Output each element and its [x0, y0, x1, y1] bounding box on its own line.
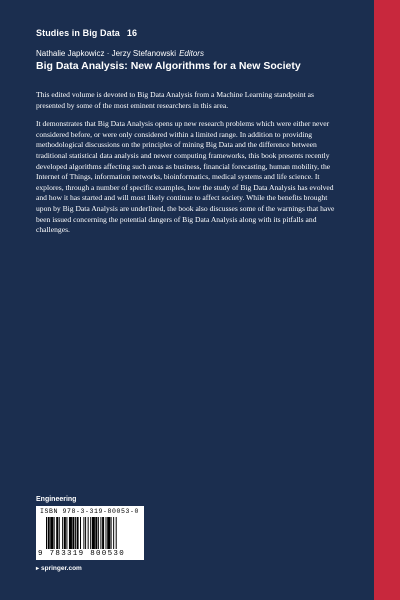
blurb-text [36, 90, 336, 244]
barcode-panel [36, 506, 144, 560]
book-title: Big Data Analysis: New Algorithms for a New Society [36, 60, 301, 72]
barcode-icon [46, 517, 140, 549]
publisher-website [36, 565, 82, 572]
series-volume: 16 [126, 28, 138, 38]
accent-strip [374, 0, 400, 600]
editors-line [36, 49, 204, 58]
series-name: Studies in Big Data [36, 28, 120, 38]
editor-names: Nathalie Japkowicz · Jerzy Stefanowski [36, 49, 177, 58]
series-line [36, 28, 137, 38]
blurb-paragraph: This edited volume is devoted to Big Data Analysis from a Machine Learning standpoint as presented by some of the most eminent researchers in this area. [36, 90, 314, 110]
editors-role: Editors [179, 49, 204, 58]
website-text: springer.com [41, 565, 82, 572]
ean-digits: 9 783319 800530 [38, 550, 126, 558]
subject-label: Engineering [36, 496, 77, 503]
arrow-icon: ▸ [36, 566, 40, 572]
isbn-text: ISBN 978-3-319-80053-0 [40, 508, 140, 515]
blurb-paragraph: It demonstrates that Big Data Analysis opens up new research problems which were either never considered before, or were only considered within a limited range. In addition to providing methodological discussions on the principles of mining Big Data and the difference between traditional statistical data analysis and newer computing frameworks, this book presents recently developed algorithms affecting such areas as business, financial forecasting, human mobility, the Internet of Things, information networks, bioinformatics, medical systems and life science. It explores, through a number of specific examples, how the study of Big Data Analysis has evolved and how it has started and will most likely continue to affect society. While the benefits brought upon by Big Data Analysis are underlined, the book also discusses some of the warnings that have been issued concerning the potential dangers of Big Data Analysis along with its pitfalls and challenges. [36, 119, 335, 235]
